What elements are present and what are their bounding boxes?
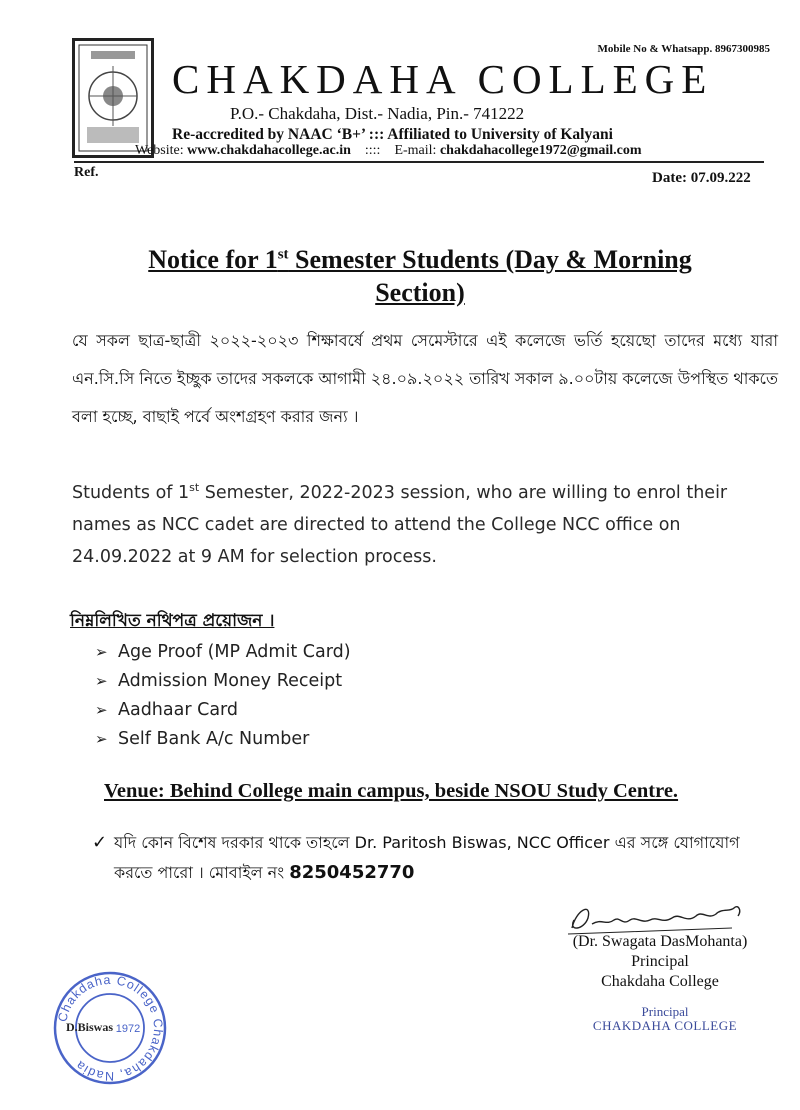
- signatory-role: Principal: [631, 953, 689, 970]
- contact-note: [92, 828, 772, 888]
- contact-line: [135, 143, 642, 159]
- stamp-role: Principal: [641, 1004, 689, 1019]
- signatory-name: (Dr. Swagata DasMohanta): [572, 933, 748, 950]
- college-emblem-icon: [75, 41, 151, 155]
- list-item: [95, 667, 351, 696]
- svg-text:1972: 1972: [115, 1023, 141, 1035]
- english-paragraph: [72, 472, 770, 573]
- seal-initials: D.Biswas: [66, 1020, 114, 1034]
- college-address: P.O.- Chakdaha, Dist.- Nadia, Pin.- 741222: [230, 104, 525, 123]
- accreditation-line: Re-accredited by NAAC ‘B+’ ::: Affiliated to University of Kalyani: [172, 126, 613, 143]
- arrow-bullet-icon: ➢: [95, 730, 108, 748]
- college-name: CHAKDAHA COLLEGE: [172, 56, 714, 102]
- bengali-paragraph: যে সকল ছাত্র-ছাত্রী ২০২২-২০২৩ শিক্ষাবর্ষে প্রথম সেমেস্টারে এই কলেজে ভর্তি হয়েছো তাদের মধ্যে যারা এন.সি.সি নিতে ইচ্ছুক তাদের সকলকে আগামী ২৪.০৯.২০২২ তারিখ সকাল ৯.০০টায় কলেজে উপস্থিত থাকতে বলা হচ্ছে, বাছাই পর্বে অংশগ্রহণ করার জন্য ।: [72, 331, 778, 426]
- english-superscript: st: [189, 481, 200, 494]
- website-label: Website:: [135, 143, 184, 158]
- mobile-number: Mobile No & Whatsapp. 8967300985: [597, 43, 770, 55]
- list-item: [95, 696, 351, 725]
- website-link[interactable]: www.chakdahacollege.ac.in: [187, 143, 351, 158]
- notice-title: [80, 238, 760, 309]
- title-superscript: st: [277, 246, 289, 262]
- arrow-bullet-icon: ➢: [95, 643, 108, 661]
- documents-heading: নিম্নলিখিত নথিপত্র প্রয়োজন ।: [70, 611, 275, 631]
- contact-separator: ::::: [364, 143, 381, 158]
- ref-label: Ref.: [74, 165, 99, 180]
- document-item: Admission Money Receipt: [118, 671, 343, 691]
- english-prefix: Students of 1: [72, 482, 190, 503]
- document-item: Age Proof (MP Admit Card): [118, 642, 351, 662]
- documents-list: [95, 638, 351, 754]
- contact-note-text: যদি কোন বিশেষ দরকার থাকে তাহলে Dr. Paritosh Biswas, NCC Officer এর সঙ্গে যোগাযোগ করতে পারো । মোবাইল নং: [114, 833, 740, 882]
- email-link[interactable]: chakdahacollege1972@gmail.com: [439, 143, 642, 158]
- arrow-bullet-icon: ➢: [95, 701, 108, 719]
- document-item: Aadhaar Card: [118, 700, 239, 720]
- list-item: [95, 638, 351, 667]
- college-logo: [72, 38, 154, 158]
- officer-phone: 8250452770: [289, 862, 415, 883]
- english-body: Semester, 2022-2023 session, who are willing to enrol their names as NCC cadet are directed to attend the College NCC office on 24.09.2022 at 9 AM for selection process.: [72, 482, 728, 567]
- notice-date: Date: 07.09.222: [652, 170, 751, 186]
- title-line-2: Section): [375, 277, 465, 307]
- arrow-bullet-icon: ➢: [95, 672, 108, 690]
- checkmark-icon: ✓: [92, 832, 108, 853]
- title-line-1: Semester Students (Day & Morning: [288, 244, 692, 274]
- venue-line: Venue: Behind College main campus, beside NSOU Study Centre.: [104, 780, 679, 802]
- stamp-college: CHAKDAHA COLLEGE: [592, 1018, 738, 1033]
- svg-text:Chakdaha College Chakdaha, Nad: Chakdaha College Chakdaha, Nadia: [55, 972, 166, 1084]
- email-label: E-mail:: [394, 143, 437, 158]
- header-divider: [74, 161, 764, 163]
- document-item: Self Bank A/c Number: [118, 729, 310, 749]
- signatory-college: Chakdaha College: [601, 973, 719, 990]
- title-prefix: Notice for 1: [148, 244, 278, 274]
- list-item: [95, 725, 351, 754]
